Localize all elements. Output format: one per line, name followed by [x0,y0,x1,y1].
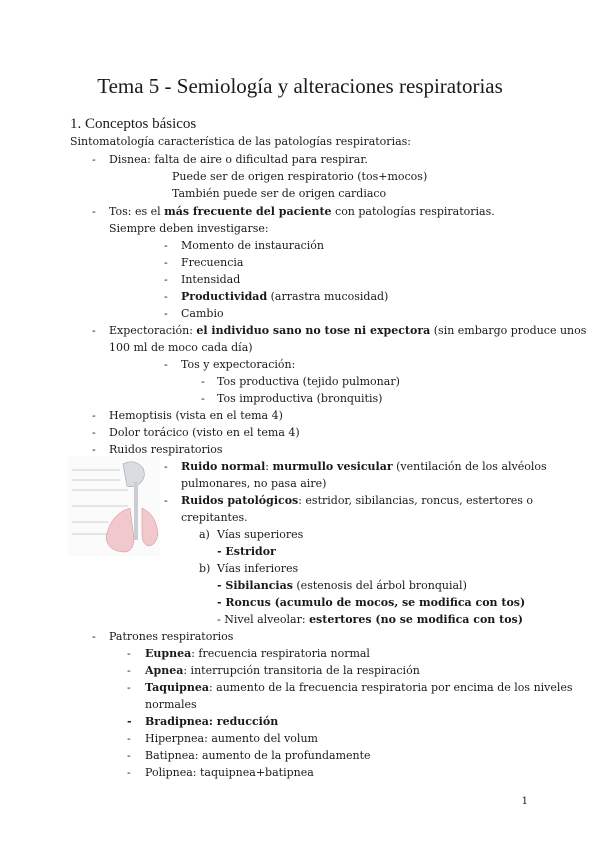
patologicos-bold: Ruidos patológicos [181,494,299,507]
bullet-dash: - [92,205,96,218]
list-marker-b: b) [199,562,211,575]
batipnea: Batipnea: aumento de la profundamente [145,749,371,762]
tos-y-expectoracion: Tos y expectoración: [181,358,296,371]
productividad-bold: Productividad [181,290,268,303]
apnea [145,662,420,679]
bullet-dash: - [201,392,205,405]
page-title: Tema 5 - Semiología y alteraciones respiratorias [97,74,503,98]
bullet-dash: - [164,307,168,320]
bullet-dash: - [127,715,132,728]
eupnea-bold: Eupnea [145,647,192,660]
ruidos-patologicos [181,492,533,509]
bullet-dash: - [92,630,96,643]
ruido-normal-rest: (ventilación de los alvéolos [392,460,547,473]
bullet-dash: - [164,494,168,507]
disnea-sub2: También puede ser de origen cardiaco [172,187,387,200]
productividad-rest: (arrastra mucosidad) [267,290,389,303]
bullet-dash: - [127,766,131,779]
bullet-dash: - [92,153,96,166]
bullet-dash: - [127,647,131,660]
disnea-item: Disnea: falta de aire o dificultad para respirar. [109,153,368,166]
ruido-normal-bold: Ruido normal [181,460,266,473]
bullet-dash: - [127,749,131,762]
expectoracion-post: (sin embargo produce unos [430,324,587,337]
tos-sub-item: Momento de instauración [181,239,325,252]
section-heading: 1. Conceptos básicos [70,116,197,132]
tos-sub-item: Intensidad [181,273,241,286]
bullet-dash: - [164,290,168,303]
tos-pre: Tos: es el [109,205,165,218]
estridor: - Estridor [217,545,276,558]
tos-investigate: Siempre deben investigarse: [109,222,269,235]
expectoracion-bold: el individuo sano no tose ni expectora [196,324,431,337]
taquipnea-bold: Taquipnea [145,681,209,694]
bullet-dash: - [164,239,168,252]
roncus: - Roncus (acumulo de mocos, se modifica con tos) [217,596,526,609]
tos-post: con patologías respiratorias. [331,205,495,218]
bullet-dash: - [127,664,131,677]
disnea-sub1: Puede ser de origen respiratorio (tos+mocos) [172,170,428,183]
list-marker-a: a) [199,528,210,541]
taquipnea-rest: : aumento de la frecuencia respiratoria por encima de los niveles [208,681,573,694]
sibilancias-rest: (estenosis del árbol bronquial) [292,579,467,592]
sibilancias [217,577,467,594]
patrones-item: Patrones respiratorios [109,630,234,643]
nivel-pre: - Nivel alveolar: [217,613,310,626]
bullet-dash: - [127,681,131,694]
expectoracion-pre: Expectoración: [109,324,197,337]
tos-productiva: Tos productiva (tejido pulmonar) [217,375,400,388]
tos-improductiva: Tos improductiva (bronquitis) [217,392,383,405]
eupnea-rest: : frecuencia respiratoria normal [191,647,370,660]
bradipnea: Bradipnea: reducción [145,715,279,728]
tos-sub-item: Frecuencia [181,256,244,269]
polipnea: Polipnea: taquipnea+batipnea [145,766,314,779]
bullet-dash: - [92,324,96,337]
bullet-dash: - [164,460,168,473]
tos-bold: más frecuente del paciente [164,205,332,218]
ruidos-item: Ruidos respiratorios [109,443,223,456]
bullet-dash: - [164,273,168,286]
vias-inferiores: Vías inferiores [217,562,299,575]
taquipnea [145,679,573,696]
nivel-alveolar [217,611,523,628]
bullet-dash: - [164,256,168,269]
ruido-normal-line2: pulmonares, no pasa aire) [181,477,327,490]
bullet-dash: - [127,732,131,745]
expectoracion-item [109,322,586,339]
taquipnea-line2: normales [145,698,197,711]
ruido-normal [181,458,547,475]
patologicos-line2: crepitantes. [181,511,248,524]
colon: : [265,460,273,473]
bullet-dash: - [201,375,205,388]
sibilancias-bold: - Sibilancias [217,579,293,592]
tos-item [109,203,495,220]
bullet-dash: - [164,358,168,371]
hemoptisis-item: Hemoptisis (vista en el tema 4) [109,409,283,422]
bullet-dash: - [92,443,96,456]
murmullo-bold: murmullo vesicular [272,460,393,473]
bullet-dash: - [92,426,96,439]
nivel-bold: estertores (no se modifica con tos) [309,613,523,626]
intro-text: Sintomatología característica de las patologías respiratorias: [70,135,411,148]
dolor-item: Dolor torácico (visto en el tema 4) [109,426,300,439]
patologicos-rest: : estridor, sibilancias, roncus, estertores o [298,494,534,507]
vias-superiores: Vías superiores [217,528,304,541]
tos-cambio: Cambio [181,307,224,320]
eupnea [145,645,370,662]
apnea-bold: Apnea [145,664,184,677]
respiratory-anatomy-figure [68,456,160,556]
apnea-rest: : interrupción transitoria de la respiración [183,664,420,677]
expectoracion-line2: 100 ml de moco cada día) [109,341,253,354]
page-number: 1 [521,796,528,807]
hiperpnea: Hiperpnea: aumento del volum [145,732,318,745]
bullet-dash: - [92,409,96,422]
tos-productividad [181,288,388,305]
